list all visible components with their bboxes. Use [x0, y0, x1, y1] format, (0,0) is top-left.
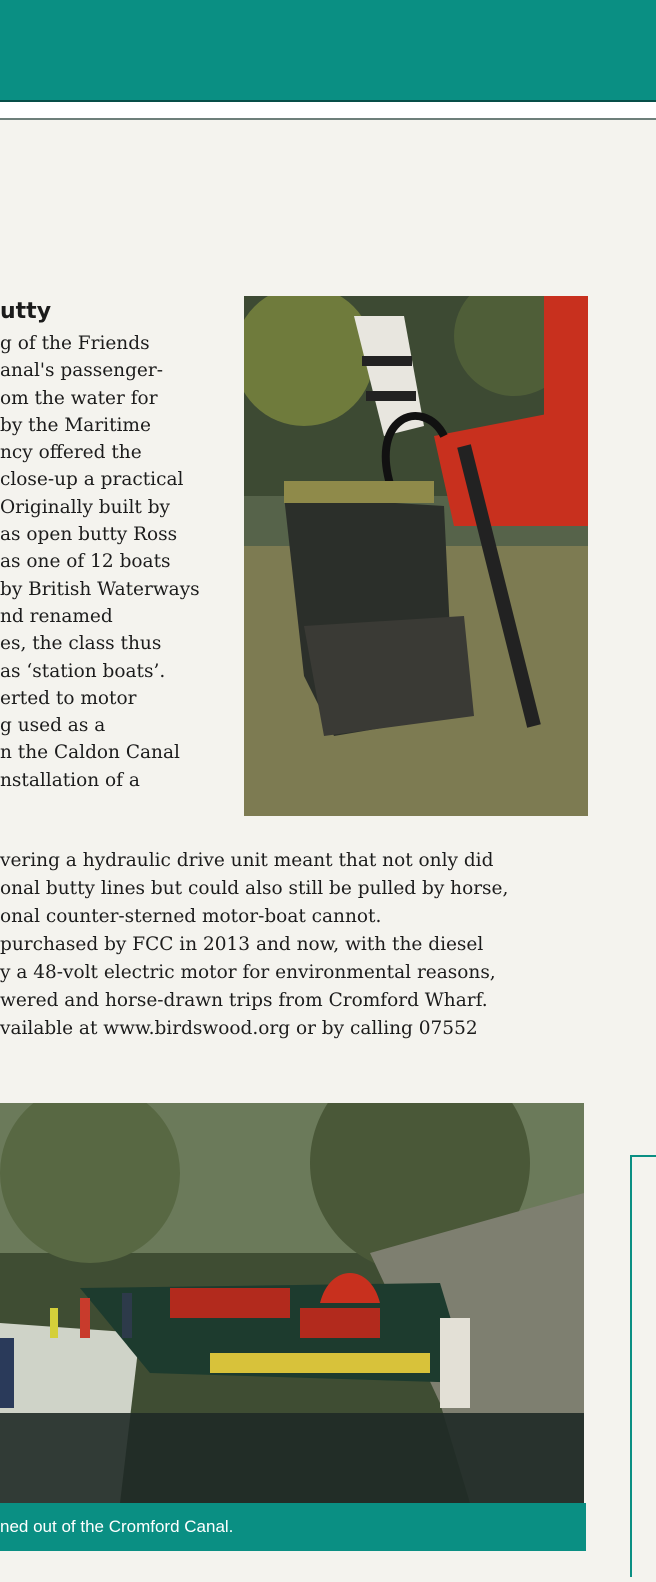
- text-line: erted to motor: [0, 687, 137, 709]
- text-line: by British Waterways: [0, 578, 200, 600]
- text-line: close-up a practical: [0, 469, 184, 491]
- text-line: nd renamed: [0, 605, 113, 627]
- text-line: ncy offered the: [0, 442, 142, 464]
- text-line: nstallation of a: [0, 769, 140, 791]
- canal-boat-photo: [0, 1103, 584, 1503]
- text-line: y a 48-volt electric motor for environmental reasons,: [0, 962, 496, 983]
- text-line: as ‘station boats’.: [0, 660, 166, 682]
- sidebar-box-edge: [630, 1155, 656, 1577]
- article-text-column: [0, 330, 240, 794]
- text-line: by the Maritime: [0, 414, 151, 436]
- boat-stern-photo: [244, 296, 588, 816]
- text-line: g used as a: [0, 715, 106, 737]
- boat-stern-illustration: [244, 296, 588, 816]
- text-line: as one of 12 boats: [0, 551, 171, 573]
- text-line: g of the Friends: [0, 333, 150, 354]
- canal-boat-illustration: [0, 1103, 584, 1503]
- text-line: om the water for: [0, 387, 158, 409]
- text-line: anal's passenger-: [0, 360, 163, 382]
- divider-rule: [0, 118, 656, 120]
- text-line: onal counter-sterned motor-boat cannot.: [0, 906, 382, 927]
- text-line: onal butty lines but could also still be pulled by horse,: [0, 878, 509, 899]
- text-line: vailable at www.birdswood.org or by calling 07552: [0, 1018, 478, 1039]
- text-line: purchased by FCC in 2013 and now, with the diesel: [0, 934, 484, 955]
- text-line: Originally built by: [0, 496, 170, 518]
- article-heading: utty: [0, 299, 52, 324]
- header-color-band: [0, 0, 656, 100]
- text-line: es, the class thus: [0, 633, 162, 655]
- text-line: wered and horse-drawn trips from Cromford Wharf.: [0, 990, 488, 1011]
- header-edge: [0, 100, 656, 120]
- text-line: [0, 521, 240, 548]
- text-fragment: as open butty Ross: [0, 524, 178, 546]
- text-line: vering a hydraulic drive unit meant that not only did: [0, 850, 494, 871]
- text-line: n the Caldon Canal: [0, 742, 180, 764]
- article-text-wide: [0, 847, 560, 1043]
- photo-caption: ned out of the Cromford Canal.: [0, 1517, 234, 1536]
- photo-caption-bar: [0, 1503, 586, 1551]
